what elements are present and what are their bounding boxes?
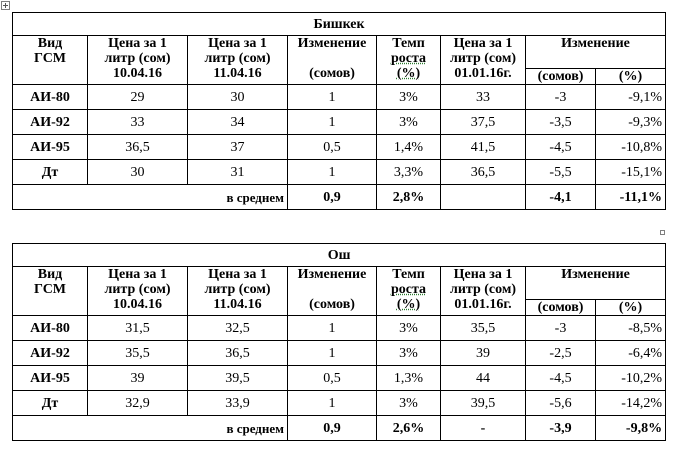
fuel-name: Дт [13, 391, 88, 416]
header-price-date-3: Цена за 1 литр (сом) 01.01.16г. [441, 267, 526, 316]
change-som: -5,6 [526, 391, 596, 416]
price-table-bishkek [12, 12, 666, 210]
fuel-name: АИ-95 [13, 366, 88, 391]
average-price-3 [441, 185, 526, 210]
price-1: 35,5 [88, 341, 188, 366]
average-growth: 2,6% [377, 416, 441, 441]
table-body [13, 316, 666, 441]
fuel-name: АИ-92 [13, 110, 88, 135]
change-pct: -8,5% [596, 316, 666, 341]
change-pct: -9,1% [596, 85, 666, 110]
price-3: 36,5 [441, 160, 526, 185]
price-3: 37,5 [441, 110, 526, 135]
price-1: 33 [88, 110, 188, 135]
average-change-pct: -9,8% [596, 416, 666, 441]
growth: 3% [377, 85, 441, 110]
header-fuel-type: Вид ГСМ [13, 36, 88, 85]
header-price-date-2: Цена за 1 литр (сом) 11.04.16 [188, 267, 288, 316]
average-price-3: - [441, 416, 526, 441]
change: 1 [288, 316, 377, 341]
change: 0,5 [288, 366, 377, 391]
header-change-pct: (%) [596, 69, 666, 85]
table-title: Бишкек [13, 13, 666, 36]
header-change-pct: (%) [596, 300, 666, 316]
change-pct: -14,2% [596, 391, 666, 416]
table-resize-handle-icon[interactable] [660, 230, 665, 235]
price-3: 35,5 [441, 316, 526, 341]
header-growth-rate: Темп роста (%) [377, 36, 441, 85]
price-3: 41,5 [441, 135, 526, 160]
average-change: 0,9 [288, 416, 377, 441]
change-pct: -9,3% [596, 110, 666, 135]
price-2: 36,5 [188, 341, 288, 366]
price-2: 31 [188, 160, 288, 185]
header-growth-rate: Темп роста (%) [377, 267, 441, 316]
price-3: 39,5 [441, 391, 526, 416]
table-row [13, 366, 666, 391]
average-row [13, 185, 666, 210]
header-price-date-1: Цена за 1 литр (сом) 10.04.16 [88, 267, 188, 316]
growth: 3,3% [377, 160, 441, 185]
price-1: 36,5 [88, 135, 188, 160]
price-1: 30 [88, 160, 188, 185]
change-som: -3 [526, 316, 596, 341]
table-row [13, 316, 666, 341]
change-som: -3,5 [526, 110, 596, 135]
change-som: -3 [526, 85, 596, 110]
change-pct: -10,8% [596, 135, 666, 160]
growth: 3% [377, 391, 441, 416]
price-1: 32,9 [88, 391, 188, 416]
header-fuel-type: Вид ГСМ [13, 267, 88, 316]
average-change: 0,9 [288, 185, 377, 210]
price-2: 30 [188, 85, 288, 110]
average-row [13, 416, 666, 441]
header-change: Изменение (сомов) [288, 36, 377, 85]
table-row [13, 110, 666, 135]
change: 1 [288, 391, 377, 416]
change: 1 [288, 110, 377, 135]
table-row [13, 135, 666, 160]
fuel-name: АИ-92 [13, 341, 88, 366]
header-change-som: (сомов) [526, 69, 596, 85]
header-price-date-3: Цена за 1 литр (сом) 01.01.16г. [441, 36, 526, 85]
header-price-date-2: Цена за 1 литр (сом) 11.04.16 [188, 36, 288, 85]
table-row [13, 341, 666, 366]
table-row [13, 160, 666, 185]
table-row [13, 85, 666, 110]
average-change-som: -3,9 [526, 416, 596, 441]
price-1: 31,5 [88, 316, 188, 341]
table-row [13, 391, 666, 416]
header-price-date-1: Цена за 1 литр (сом) 10.04.16 [88, 36, 188, 85]
fuel-name: АИ-95 [13, 135, 88, 160]
price-1: 39 [88, 366, 188, 391]
table-title: Ош [13, 244, 666, 267]
price-2: 33,9 [188, 391, 288, 416]
price-2: 32,5 [188, 316, 288, 341]
average-change-pct: -11,1% [596, 185, 666, 210]
price-table-osh [12, 243, 666, 441]
price-2: 37 [188, 135, 288, 160]
change-som: -4,5 [526, 135, 596, 160]
growth: 1,3% [377, 366, 441, 391]
price-2: 34 [188, 110, 288, 135]
table-move-handle-icon[interactable] [1, 1, 10, 10]
change: 1 [288, 341, 377, 366]
average-change-som: -4,1 [526, 185, 596, 210]
fuel-name: Дт [13, 160, 88, 185]
change: 1 [288, 160, 377, 185]
change-pct: -10,2% [596, 366, 666, 391]
fuel-name: АИ-80 [13, 85, 88, 110]
average-label: в среднем [13, 185, 288, 210]
table-body [13, 85, 666, 210]
growth: 3% [377, 316, 441, 341]
header-change-group: Изменение [526, 36, 666, 69]
header-change-group: Изменение [526, 267, 666, 300]
change: 0,5 [288, 135, 377, 160]
growth: 1,4% [377, 135, 441, 160]
average-growth: 2,8% [377, 185, 441, 210]
change-pct: -6,4% [596, 341, 666, 366]
price-1: 29 [88, 85, 188, 110]
price-3: 39 [441, 341, 526, 366]
growth: 3% [377, 110, 441, 135]
change-pct: -15,1% [596, 160, 666, 185]
fuel-name: АИ-80 [13, 316, 88, 341]
change: 1 [288, 85, 377, 110]
change-som: -5,5 [526, 160, 596, 185]
change-som: -2,5 [526, 341, 596, 366]
average-label: в среднем [13, 416, 288, 441]
header-change: Изменение (сомов) [288, 267, 377, 316]
change-som: -4,5 [526, 366, 596, 391]
growth: 3% [377, 341, 441, 366]
price-3: 33 [441, 85, 526, 110]
price-3: 44 [441, 366, 526, 391]
price-2: 39,5 [188, 366, 288, 391]
header-change-som: (сомов) [526, 300, 596, 316]
